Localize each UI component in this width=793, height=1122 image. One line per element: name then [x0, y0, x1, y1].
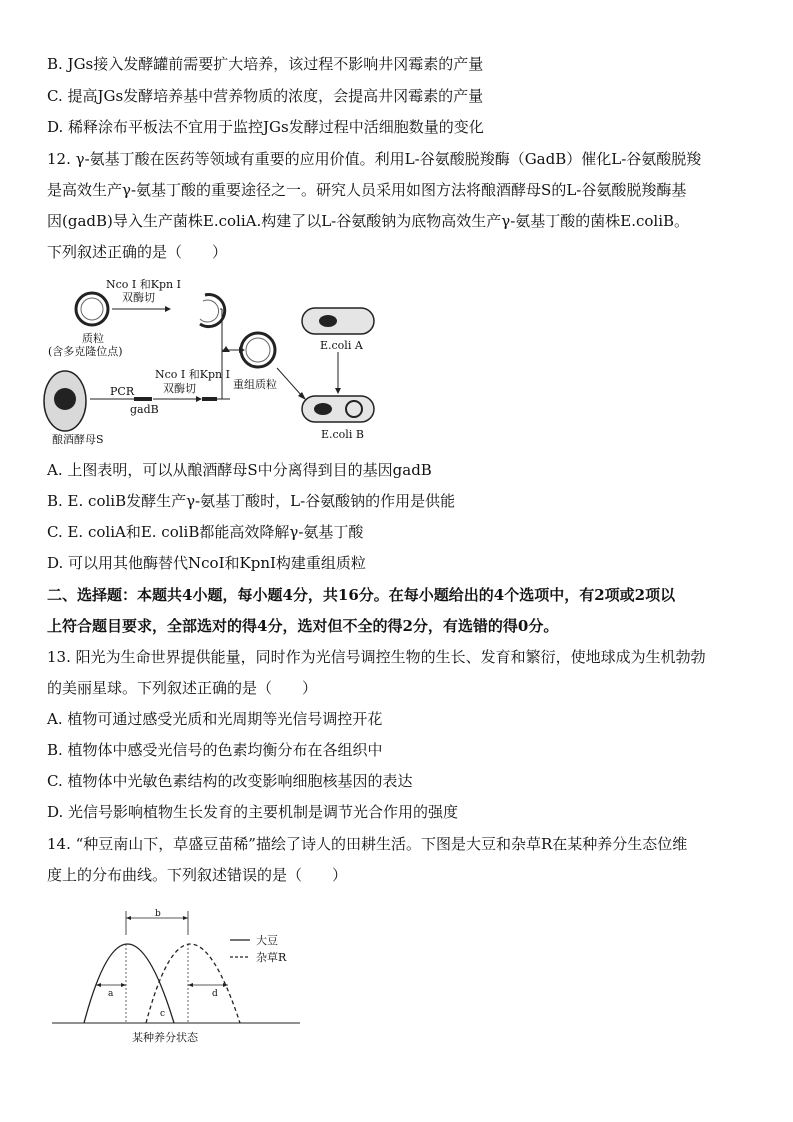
q12-stem-line-1: 12. γ-氨基丁酸在医药等领域有重要的应用价值。利用L-谷氨酸脱羧酶（GadB）催化L-谷氨酸脱羧 [47, 150, 702, 168]
q14-stem-line-2: 度上的分布曲线。下列叙述错误的是（ ） [47, 866, 348, 884]
ecoli-a-cell [302, 308, 374, 334]
q11-option-b: B. JGs接入发酵罐前需要扩大培养，该过程不影响井冈霉素的产量 [47, 55, 484, 73]
gadb-fragment [134, 397, 152, 401]
enzyme-mid-label-2: 双酶切 [163, 382, 196, 395]
q12-option-a: A. 上图表明，可以从酿酒酵母S中分离得到目的基因gadB [47, 461, 432, 479]
enzyme-mid-label: Nco I 和Kpn I [155, 368, 230, 381]
q13-option-d: D. 光信号影响植物生长发育的主要机制是调节光合作用的强度 [47, 803, 459, 821]
legend-soybean: 大豆 [256, 934, 278, 947]
enzyme-top-label: Nco I 和Kpn I [106, 278, 181, 291]
q12-option-c: C. E. coliA和E. coliB都能高效降解γ-氨基丁酸 [47, 523, 364, 541]
label-d: d [212, 989, 218, 999]
q13-option-a: A. 植物可通过感受光质和光周期等光信号调控开花 [47, 710, 383, 728]
q14-niche-curves [50, 905, 310, 1047]
q13-option-b: B. 植物体中感受光信号的色素均衡分布在各组织中 [47, 741, 383, 759]
q12-cloning-diagram [40, 268, 400, 452]
q13-stem-line-2: 的美丽星球。下列叙述正确的是（ ） [47, 679, 318, 697]
plasmid-note: (含多克隆位点) [48, 345, 123, 358]
q11-option-c: C. 提高JGs发酵培养基中营养物质的浓度，会提高井冈霉素的产量 [47, 87, 484, 105]
q13-stem-line-1: 13. 阳光为生命世界提供能量，同时作为光信号调控生物的生长、发育和繁衍，使地球成为生机勃勃 [47, 648, 706, 666]
q12-stem-line-2: 是高效生产γ-氨基丁酸的重要途径之一。研究人员采用如图方法将酿酒酵母S的L-谷氨酸脱羧酶基 [47, 181, 687, 199]
q13-option-c: C. 植物体中光敏色素结构的改变影响细胞核基因的表达 [47, 772, 413, 790]
gadb-label: gadB [130, 403, 159, 416]
q12-option-d: D. 可以用其他酶替代NcoⅠ和KpnⅠ构建重组质粒 [47, 554, 366, 572]
q14-stem-line-1: 14. “种豆南山下，草盛豆苗稀”描绘了诗人的田耕生活。下图是大豆和杂草R在某种养分生态位维 [47, 835, 688, 853]
ecoli-b-label: E.coli B [321, 428, 364, 441]
gadb-cut-fragment [202, 397, 217, 401]
label-a: a [108, 989, 114, 999]
ecoli-b-cell [302, 396, 374, 422]
enzyme-top-label-2: 双酶切 [122, 291, 155, 304]
q12-stem-line-3: 因(gadB)导入生产菌株E.coliA.构建了以L-谷氨酸钠为底物高效生产γ-氨基丁酸的菌株E.coliB。 [47, 212, 690, 230]
section-2-heading-line-2: 上符合题目要求，全部选对的得4分，选对但不全的得2分，有选错的得0分。 [47, 617, 559, 635]
ecoli-a-label: E.coli A [320, 339, 363, 352]
label-c: c [160, 1009, 166, 1019]
recombinant-label: 重组质粒 [233, 378, 277, 391]
section-2-heading-line-1: 二、选择题：本题共4小题，每小题4分，共16分。在每小题给出的4个选项中，有2项或2项以 [47, 586, 676, 604]
yeast-label: 酿酒酵母S [52, 433, 104, 446]
plasmid-label: 质粒 [82, 332, 104, 345]
label-b: b [155, 909, 161, 919]
pcr-label: PCR [110, 385, 135, 398]
legend-weed: 杂草R [256, 951, 287, 964]
q12-stem-line-4: 下列叙述正确的是（ ） [47, 243, 228, 261]
q12-option-b: B. E. coliB发酵生产γ-氨基丁酸时，L-谷氨酸钠的作用是供能 [47, 492, 456, 510]
q11-option-d: D. 稀释涂布平板法不宜用于监控JGs发酵过程中活细胞数量的变化 [47, 118, 484, 136]
x-axis-label: 某种养分状态 [132, 1031, 198, 1044]
